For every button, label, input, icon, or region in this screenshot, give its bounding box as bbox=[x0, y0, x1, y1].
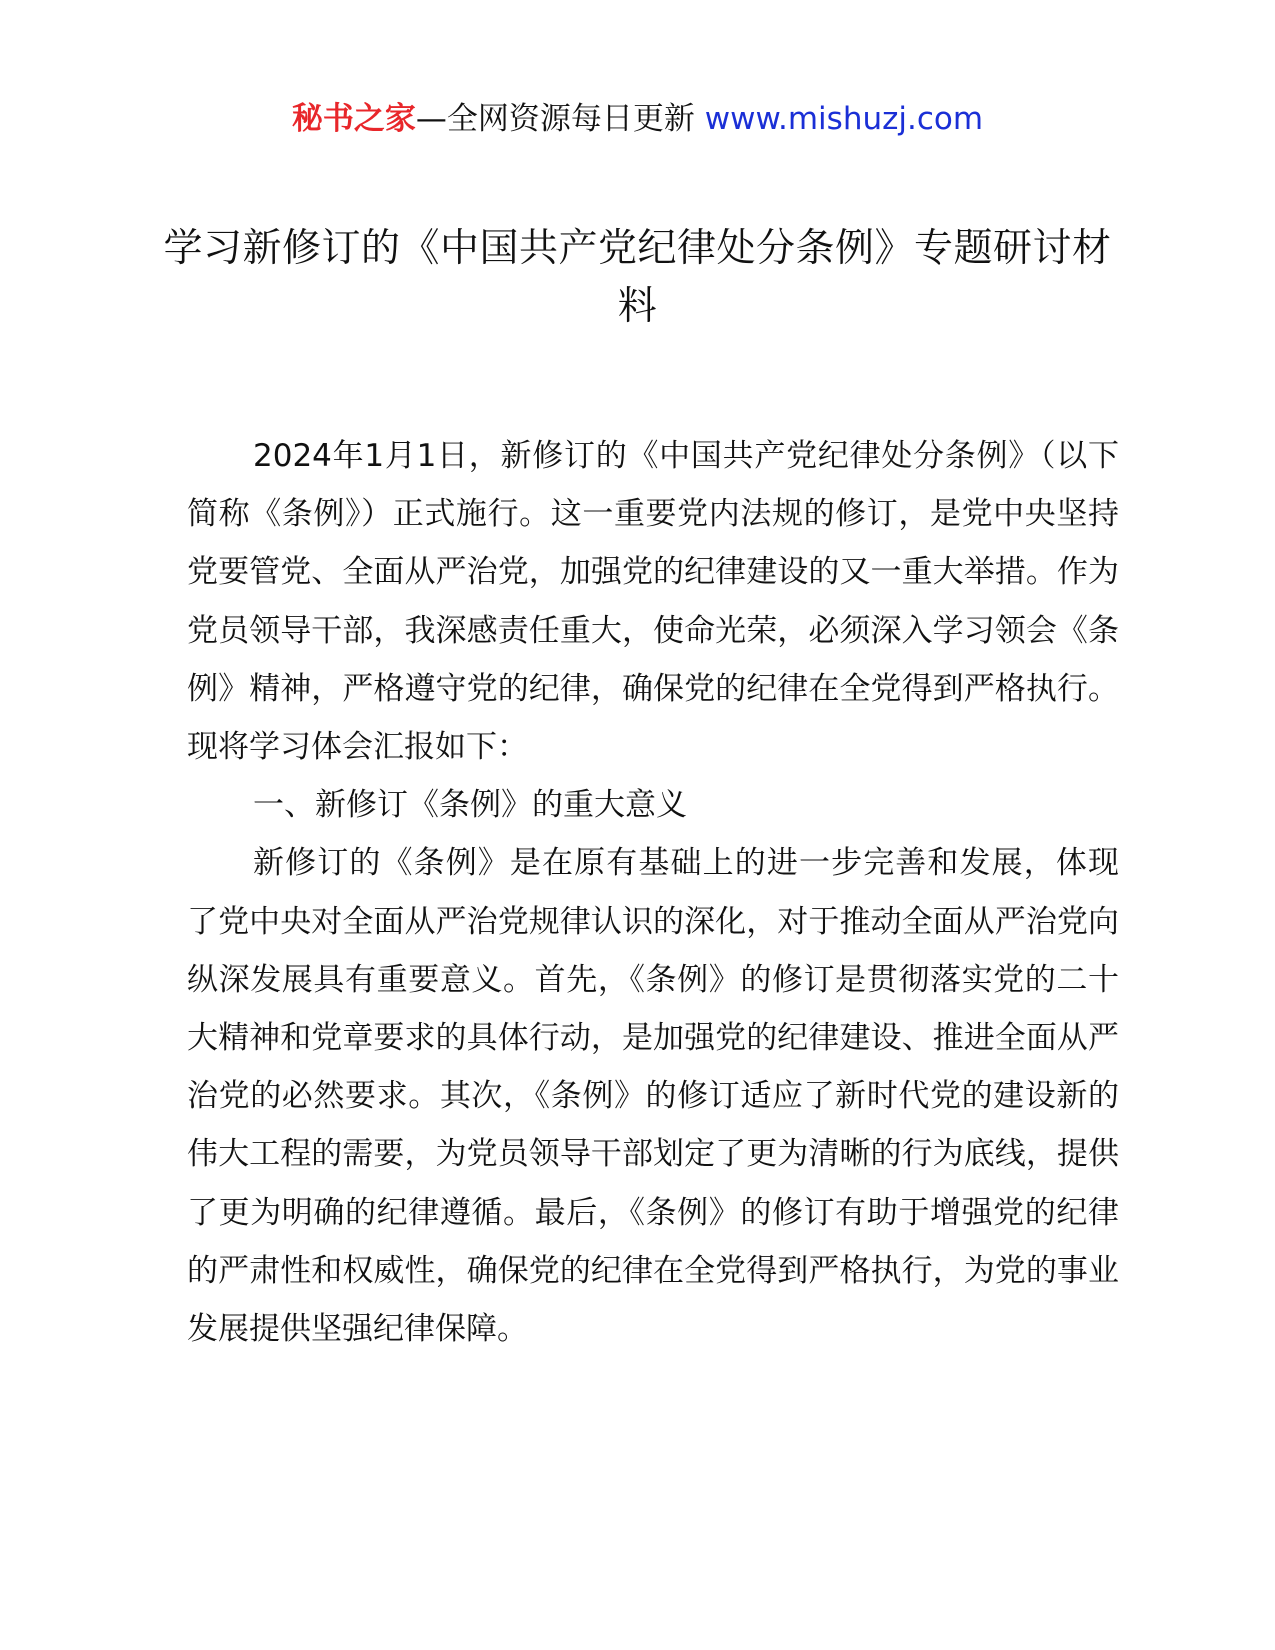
site-tagline: —全网资源每日更新 bbox=[415, 101, 695, 137]
site-url-link[interactable]: www.mishuzj.com bbox=[704, 101, 984, 137]
site-brand: 秘书之家 bbox=[291, 101, 416, 137]
section-heading: 一、新修订《条例》的重大意义 bbox=[253, 787, 687, 824]
section-paragraph: 新修订的《条例》是在原有基础上的进一步完善和发展，体现了党中央对全面从严治党规律认识的深化，对于推动全面从严治党向纵深发展具有重要意义。首先，《条例》的修订是贯彻落实党的二十大精神和党章要求的具体行动，是加强党的纪律建设、推进全面从严治党的必然要求。其次，《条例》的修订适应了新时代党的建设新的伟大工程的需要，为党员领导干部划定了更为清晰的行为底线，提供了更为明确的纪律遵循。最后，《条例》的修订有助于增强党的纪律的严肃性和权威性，确保党的纪律在全党得到严格执行，为党的事业发展提供坚强纪律保障。 bbox=[187, 845, 1119, 1348]
site-header bbox=[0, 97, 1275, 141]
intro-paragraph: 2024年1月1日，新修订的《中国共产党纪律处分条例》（以下简称《条例》）正式施行。这一重要党内法规的修订，是党中央坚持党要管党、全面从严治党，加强党的纪律建设的又一重大举措。作为党员领导干部，我深感责任重大，使命光荣，必须深入学习领会《条例》精神，严格遵守党的纪律，确保党的纪律在全党得到严格执行。现将学习体会汇报如下： bbox=[187, 438, 1119, 766]
document-body bbox=[187, 427, 1119, 1358]
document-title: 学习新修订的《中国共产党纪律处分条例》专题研讨材料 bbox=[163, 226, 1112, 329]
